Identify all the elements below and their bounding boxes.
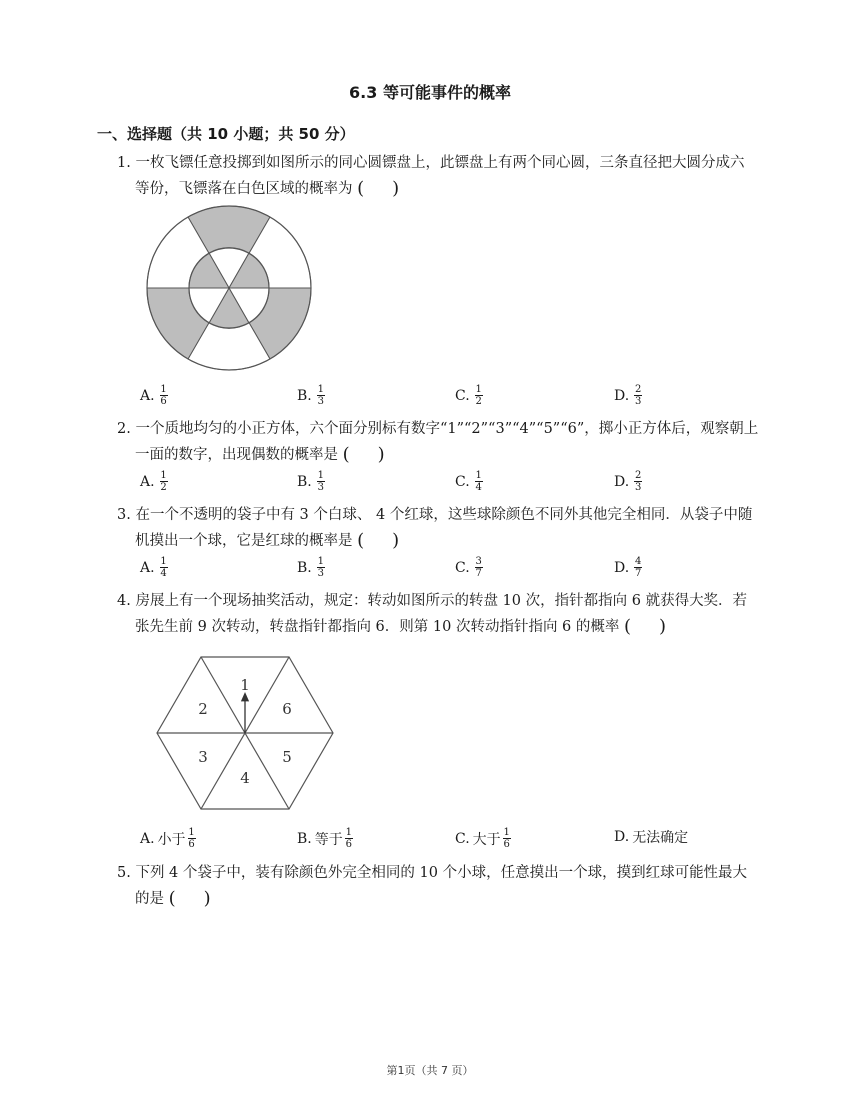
spinner-label: 3: [198, 748, 208, 766]
options-q4: [140, 827, 780, 857]
question-2: [117, 416, 767, 468]
question-text: 房展上有一个现场抽奖活动，规定：转动如图所示的转盘 10 次，指针都指向 6 就获得大奖．若: [135, 593, 748, 609]
question-number: 2.: [117, 421, 131, 437]
question-number: 1.: [117, 155, 131, 171]
spinner-label: 6: [282, 700, 292, 718]
question-3: [117, 502, 767, 554]
options-q2: [140, 470, 780, 500]
question-number: 5.: [117, 865, 131, 881]
answer-paren-close: ): [392, 530, 400, 551]
dartboard-figure: [140, 203, 320, 373]
question-text: 一枚飞镖任意投掷到如图所示的同心圆镖盘上，此镖盘上有两个同心圆，三条直径把大圆分成六: [135, 155, 745, 171]
page-title: 6.3 等可能事件的概率: [349, 83, 511, 102]
option-a[interactable]: A. $\frac{1}{2}$: [140, 470, 167, 493]
option-c[interactable]: C. $\frac{1}{2}$: [455, 384, 482, 407]
option-b[interactable]: B. $\frac{1}{3}$: [297, 470, 324, 493]
question-text: 一面的数字，出现偶数的概率是: [135, 447, 338, 463]
option-b[interactable]: B. $\frac{1}{3}$: [297, 556, 324, 579]
answer-paren-close: ): [377, 444, 385, 465]
options-q3: [140, 556, 780, 586]
spinner-figure: [155, 655, 335, 813]
option-c[interactable]: C. $\frac{3}{7}$: [455, 556, 482, 579]
question-text: 的是: [135, 891, 164, 907]
option-b[interactable]: B. 等于 $\frac{1}{6}$: [297, 827, 352, 850]
spinner-label: 4: [240, 769, 250, 787]
options-q1: [140, 384, 780, 414]
option-a[interactable]: A. $\frac{1}{4}$: [140, 556, 167, 579]
answer-paren-close: ): [392, 178, 400, 199]
option-d[interactable]: D. 无法确定: [614, 829, 689, 846]
option-d[interactable]: D. $\frac{2}{3}$: [614, 384, 642, 407]
option-d[interactable]: D. $\frac{2}{3}$: [614, 470, 642, 493]
answer-paren-close: ): [203, 888, 211, 909]
question-1: [117, 150, 767, 202]
option-b[interactable]: B. $\frac{1}{3}$: [297, 384, 324, 407]
option-c[interactable]: C. $\frac{1}{4}$: [455, 470, 482, 493]
option-c[interactable]: C. 大于 $\frac{1}{6}$: [455, 827, 510, 850]
question-text: 机摸出一个球，它是红球的概率是: [135, 533, 353, 549]
spinner-label: 2: [198, 700, 208, 718]
question-text: 在一个不透明的袋子中有 3 个白球、 4 个红球，这些球除颜色不同外其他完全相同．从袋子中随: [135, 507, 753, 523]
page-footer: 第1页（共 7 页）: [386, 1064, 474, 1077]
question-number: 3.: [117, 507, 131, 523]
option-a[interactable]: A. $\frac{1}{6}$: [140, 384, 167, 407]
answer-paren-open: (: [624, 616, 632, 637]
answer-paren-open: (: [342, 444, 350, 465]
spinner-label: 1: [240, 676, 250, 694]
question-text: 等份，飞镖落在白色区域的概率为: [135, 181, 353, 197]
question-5: [117, 860, 767, 912]
question-text: 张先生前 9 次转动，转盘指针都指向 6．则第 10 次转动指针指向 6 的概率: [135, 619, 620, 635]
question-text: 一个质地均匀的小正方体，六个面分别标有数字“1”“2”“3”“4”“5”“6”，掷小正方体后，观察朝上: [135, 421, 759, 437]
spinner-label: 5: [282, 748, 292, 766]
answer-paren-open: (: [357, 178, 365, 199]
option-d[interactable]: D. $\frac{4}{7}$: [614, 556, 642, 579]
spinner-pointer-head: [242, 693, 249, 701]
question-number: 4.: [117, 593, 131, 609]
question-4: [117, 588, 767, 640]
answer-paren-open: (: [357, 530, 365, 551]
answer-paren-close: ): [659, 616, 667, 637]
question-text: 下列 4 个袋子中，装有除颜色外完全相同的 10 个小球，任意摸出一个球，摸到红球可能性最大: [135, 865, 748, 881]
answer-paren-open: (: [168, 888, 176, 909]
section-title: 一、选择题（共 10 小题；共 50 分）: [97, 125, 355, 143]
option-a[interactable]: A. 小于 $\frac{1}{6}$: [140, 827, 195, 850]
